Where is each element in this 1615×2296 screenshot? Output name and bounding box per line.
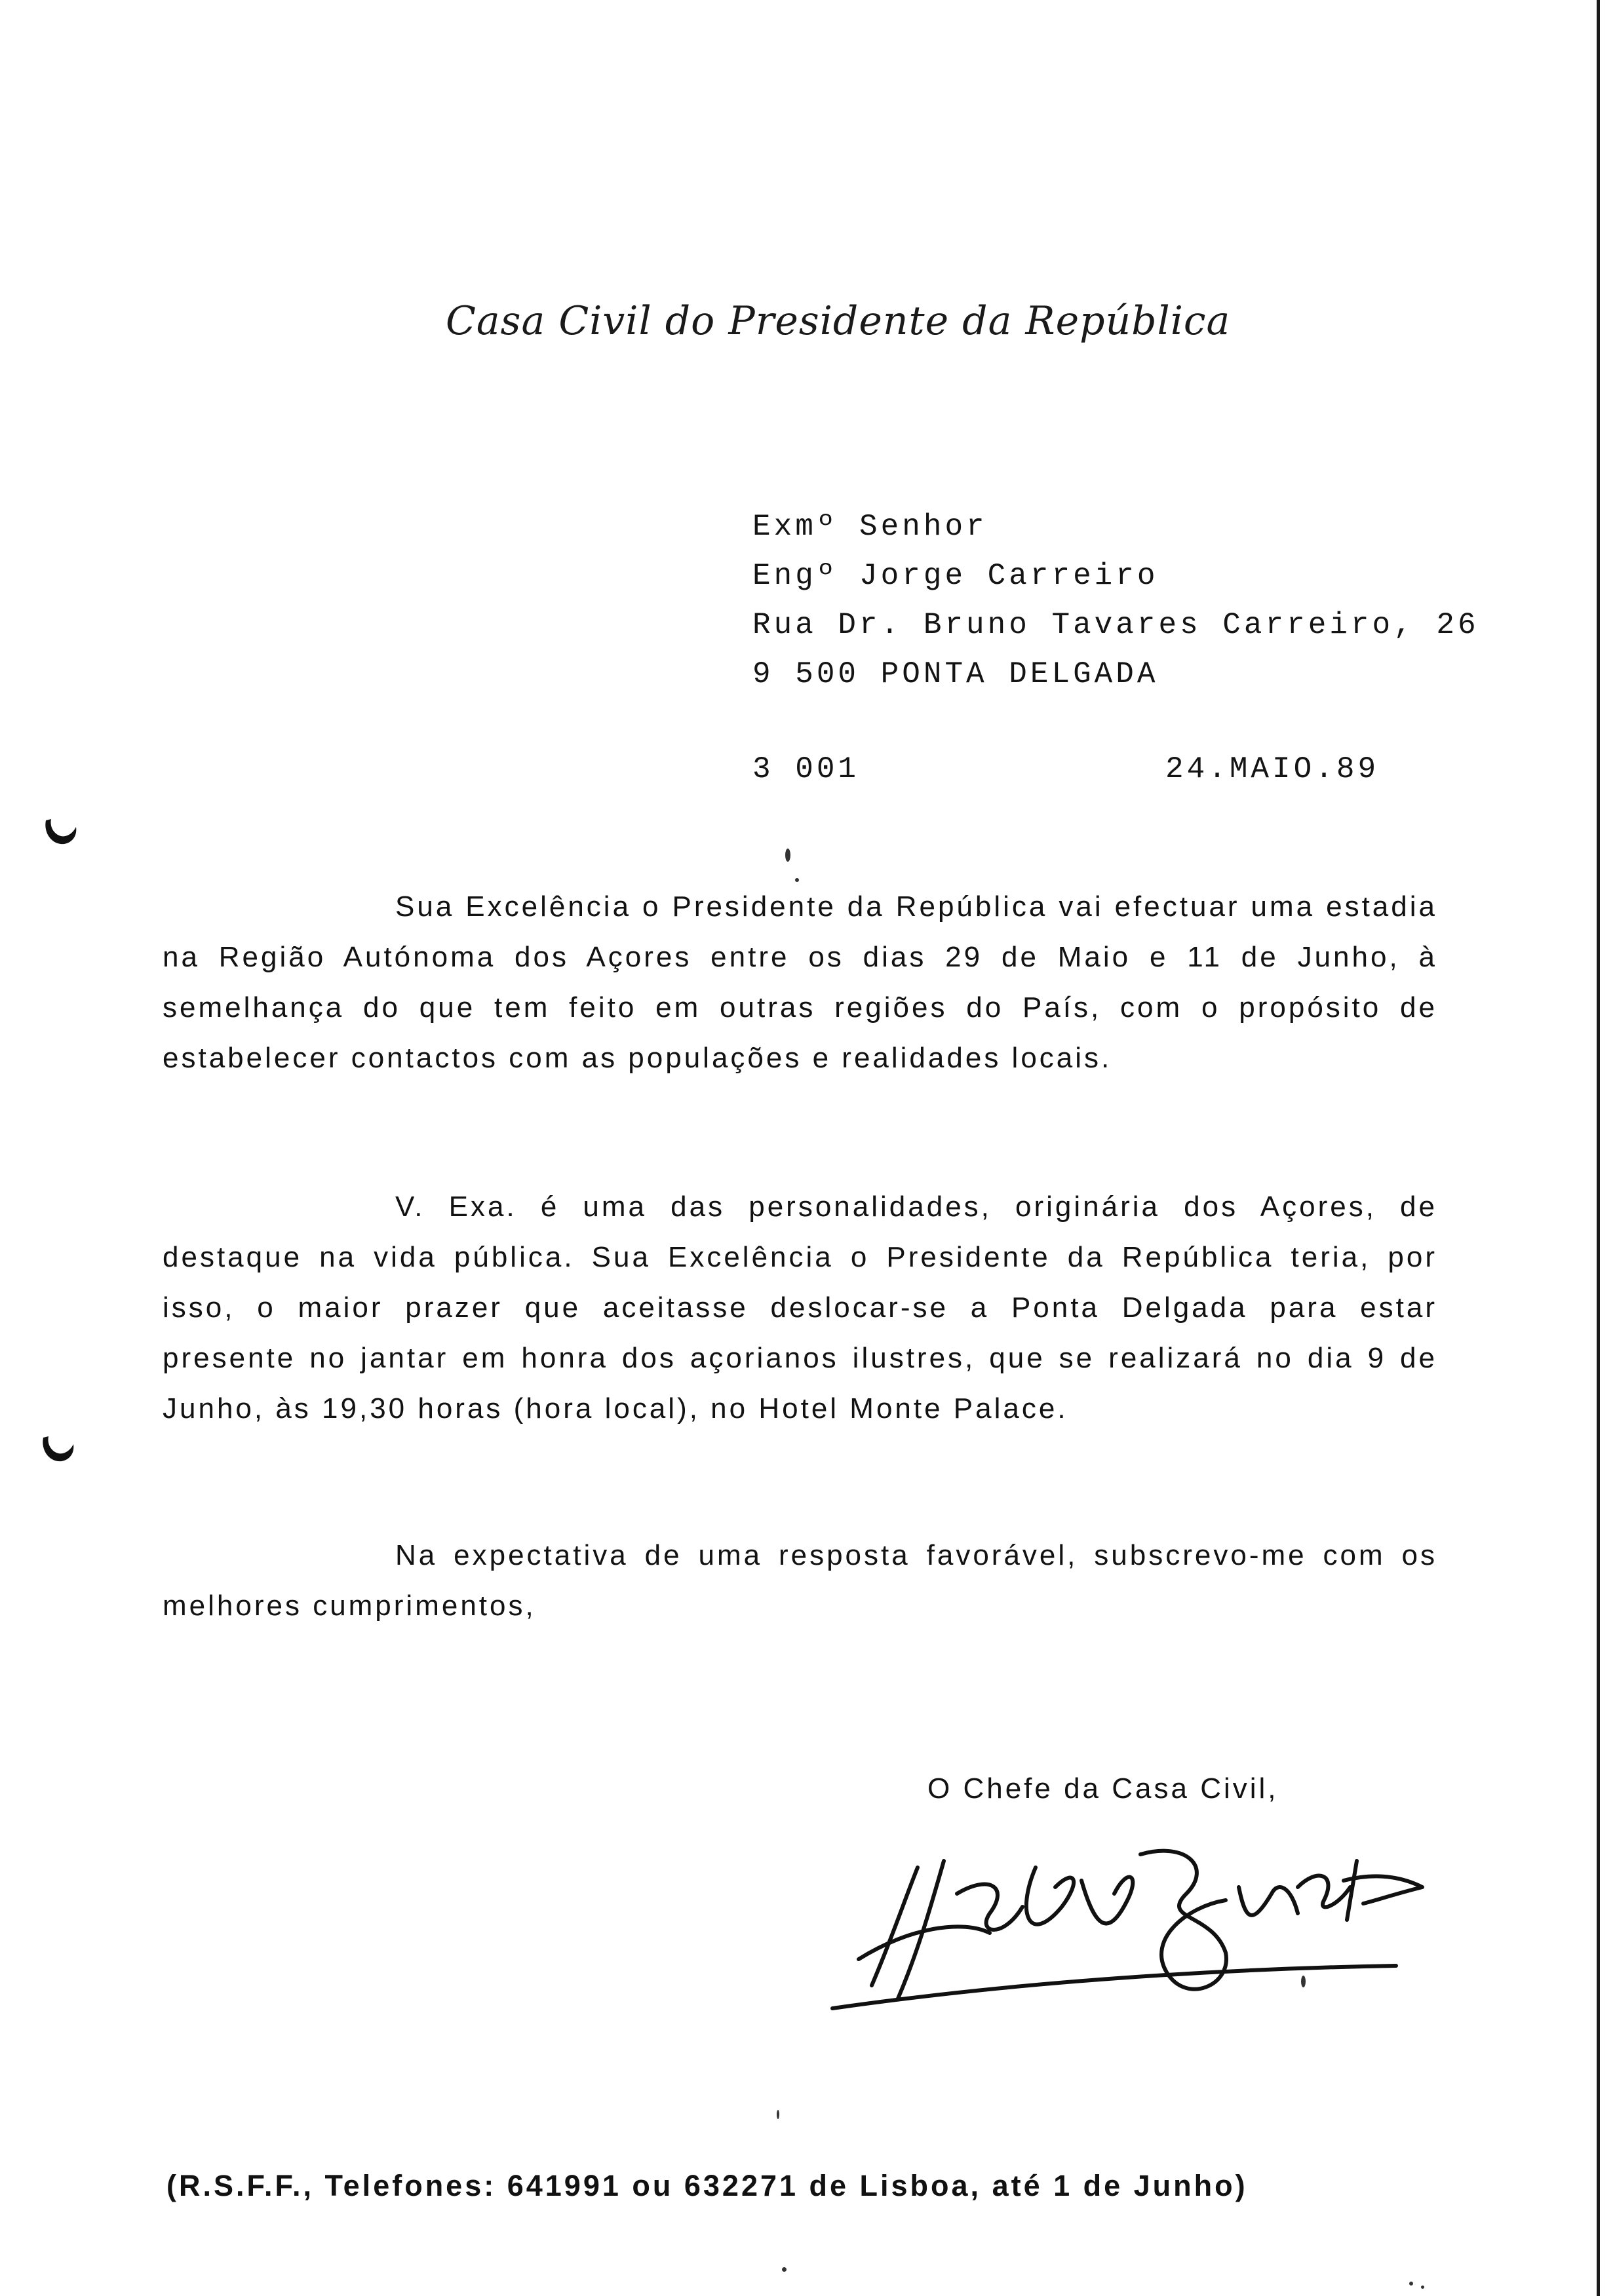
recipient-name: Engº Jorge Carreiro [752, 559, 1159, 593]
letter-body-3 [163, 1530, 1437, 1631]
ink-speck [782, 2267, 787, 2272]
footer-note: (R.S.F.F., Telefones: 641991 ou 632271 de Lisboa, até 1 de Junho) [166, 2169, 1248, 2202]
ink-speck [1301, 1976, 1306, 1987]
letter-date: 24.MAIO.89 [1165, 752, 1380, 786]
ink-speck [1421, 2286, 1424, 2289]
reference-number: 3 001 [752, 752, 860, 786]
closing-title: O Chefe da Casa Civil, [927, 1772, 1279, 1805]
letterhead: Casa Civil do Presidente da República [446, 298, 1231, 344]
handwritten-signature [819, 1828, 1442, 2025]
recipient-city: 9 500 PONTA DELGADA [752, 657, 1159, 691]
recipient-street: Rua Dr. Bruno Tavares Carreiro, 26 [752, 608, 1479, 642]
letter-body [163, 881, 1437, 1083]
paragraph-2: V. Exa. é uma das personalidades, originária dos Açores, de destaque na vida pública. Sua Excelência o Presidente da República teria, por isso, o maior prazer que aceitasse deslocar-se a Ponta Delgada para estar presente no jantar em honra dos açorianos ilustres, que se realizará no dia 9 de Junho, às 19,30 horas (hora local), no Hotel Monte Palace. [163, 1191, 1437, 1425]
punch-hole-mark [41, 811, 80, 851]
ink-speck [785, 849, 790, 862]
page-edge-line [1597, 0, 1600, 2296]
letter-body-2 [163, 1181, 1437, 1434]
ink-speck [1409, 2282, 1413, 2286]
paragraph-3: Na expectativa de uma resposta favorável, subscrevo-me com os melhores cumprimentos, [163, 1539, 1437, 1622]
paragraph-1: Sua Excelência o Presidente da República vai efectuar uma estadia na Região Autónoma dos Açores entre os dias 29 de Maio e 11 de Junho, à semelhança do que tem feito em outras regiões do País, com o propósito de estabelecer contactos com as populações e realidades locais. [163, 890, 1437, 1074]
ink-speck [795, 878, 799, 882]
punch-hole-mark [38, 1428, 77, 1468]
ink-speck [777, 2110, 779, 2119]
recipient-salutation: Exmº Senhor [752, 510, 988, 544]
